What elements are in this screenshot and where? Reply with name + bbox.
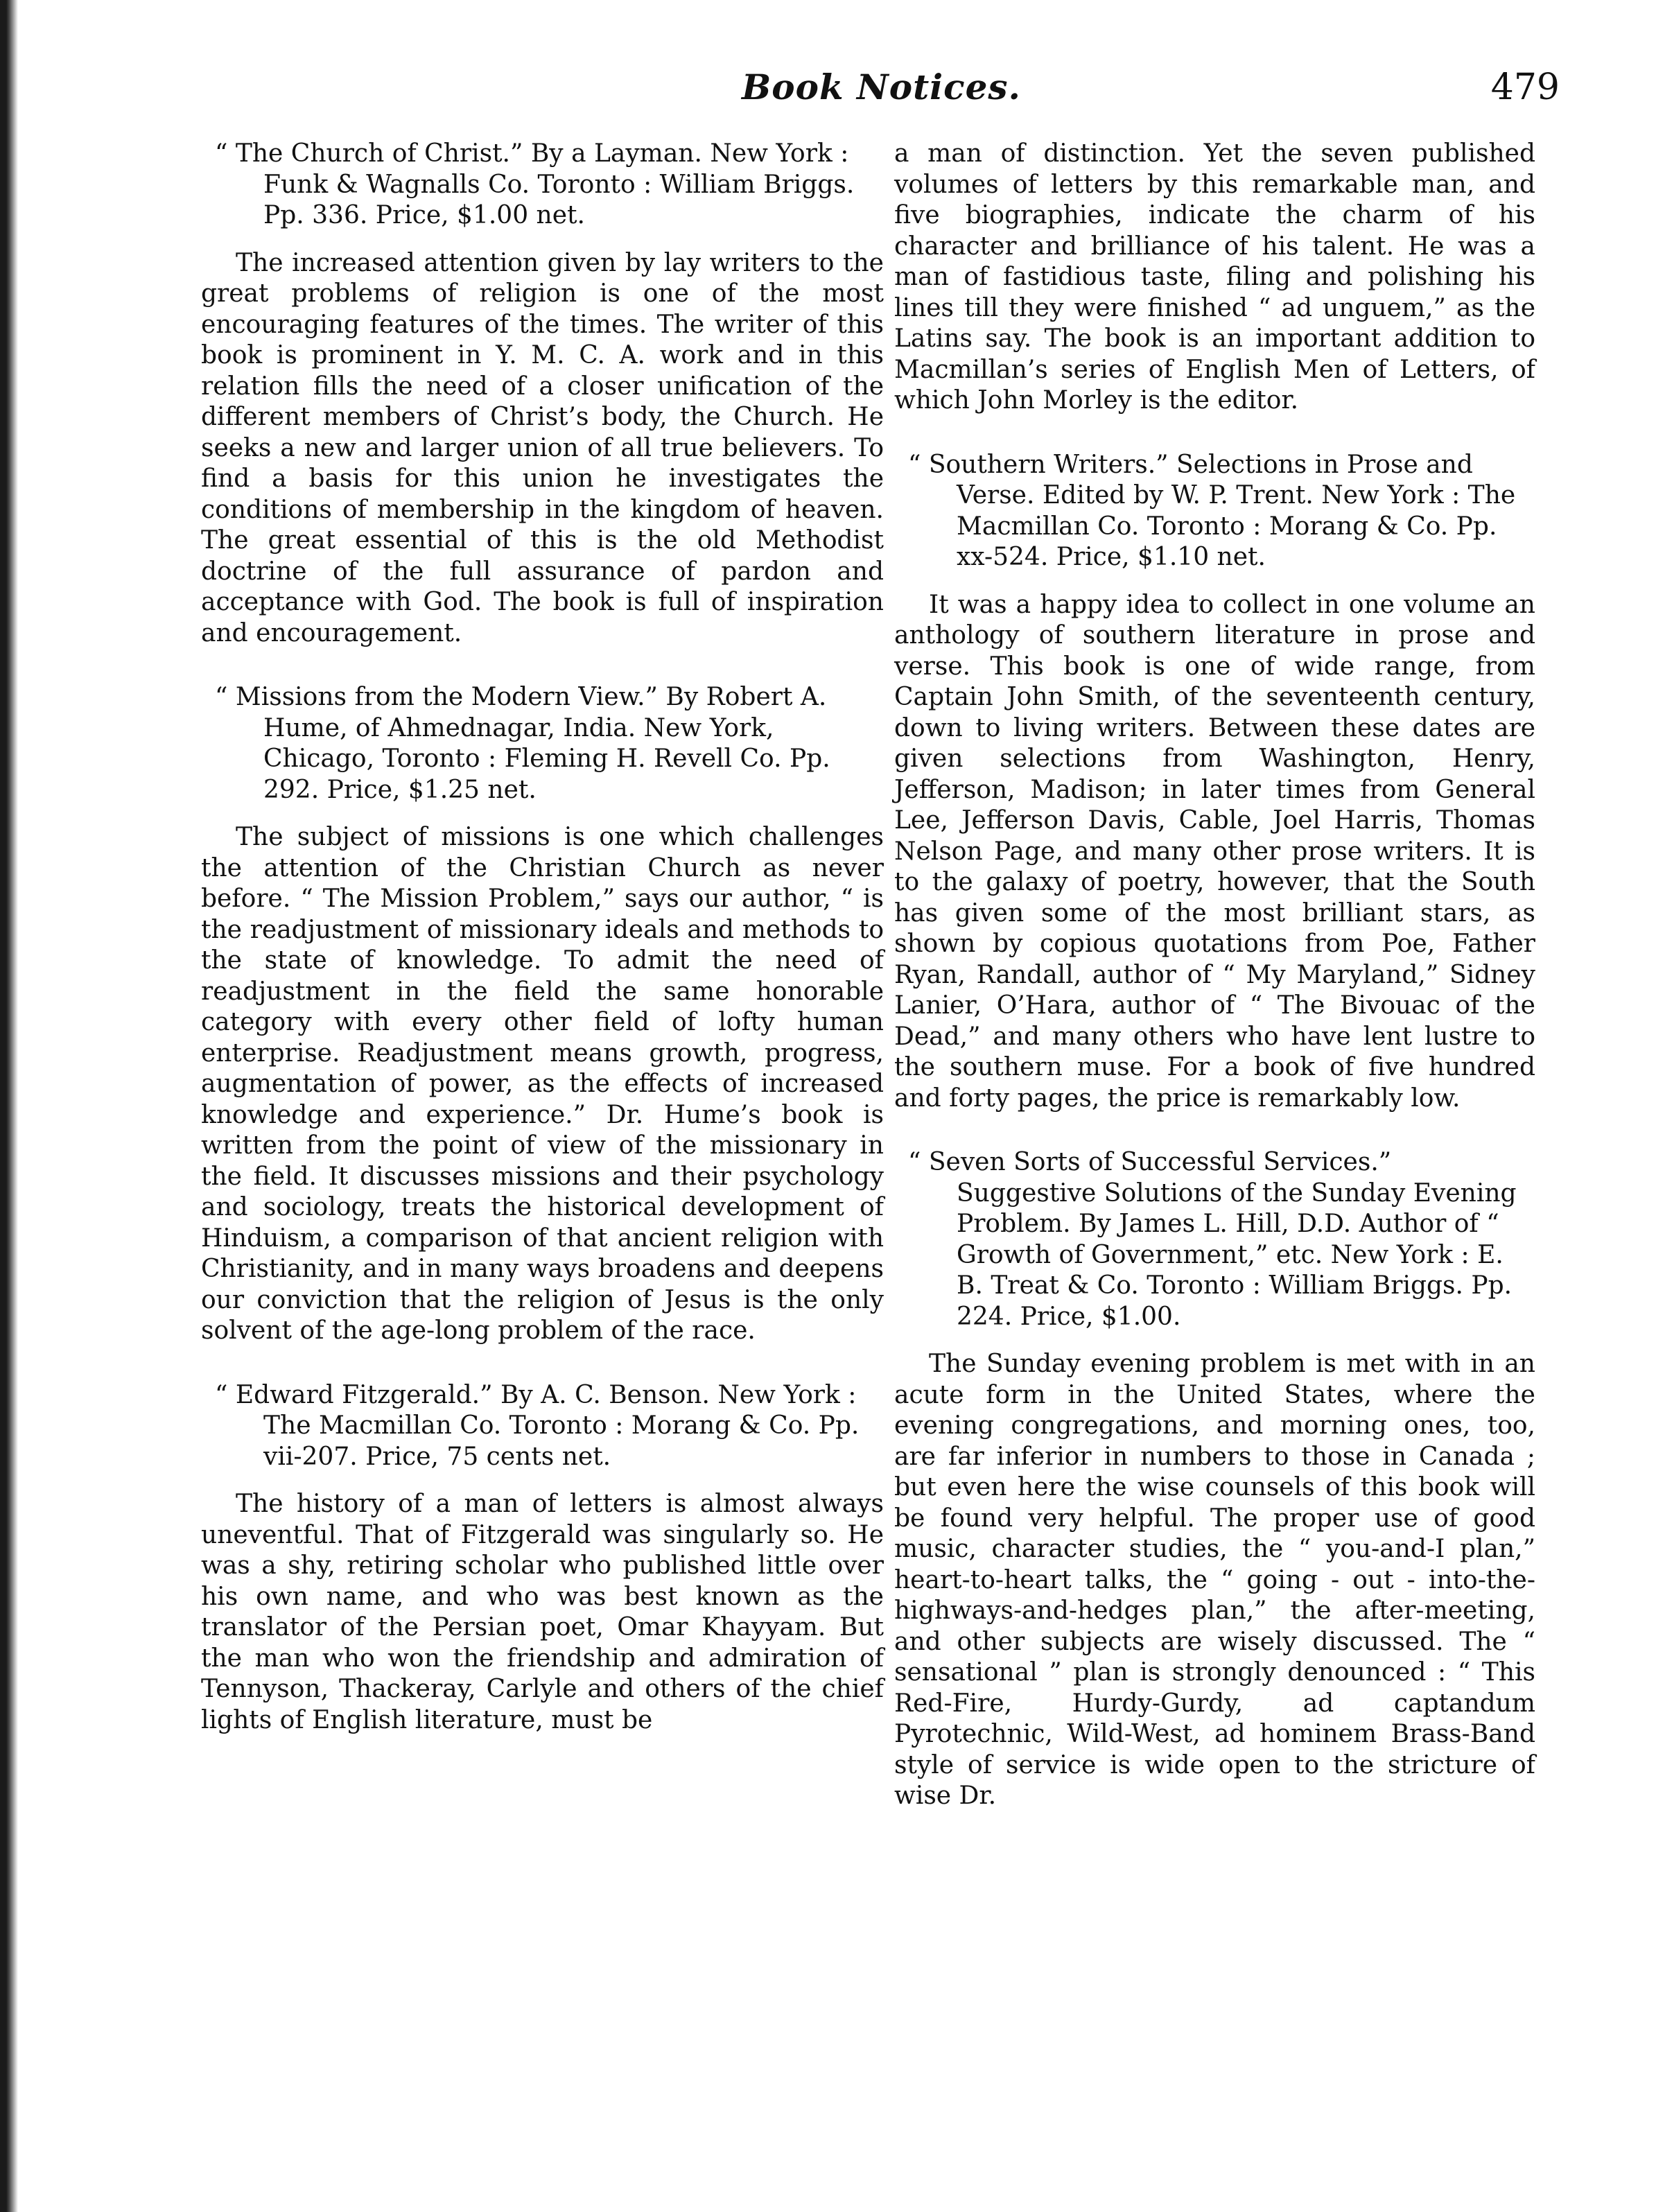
book-review-seven-sorts: The Sunday evening problem is met with in an acute form in the United States, where the evening congregations, and morning ones, too, are far inferior in numbers to those in Canada ; but even here the wise counsels of this book will be found very helpful. The proper use of good music, character studies, the “ you-and-I plan,” heart-to-heart talks, the “ going - out - into-the-highways-and-hedges plan,” the after-meeting, and other subjects are wisely discussed. The “ sensational ” plan is strongly denounced : “ This Red-Fire, Hurdy-Gurdy, ad captandum Pyrotechnic, Wild-West, ad hominem Brass-Band style of service is wide open to the stricture of wise Dr. [894, 1350, 1535, 1810]
book-review-edward-fitzgerald: The history of a man of letters is almost always uneventful. That of Fitzgerald was singularly so. He was a shy, retiring scholar who published little over his own name, and who was best known as the translator of the Persian poet, Omar Khayyam. But the man who won the friendship and admiration of Tennyson, Thackeray, Carlyle and others of the chief lights of English literature, must be [201, 1490, 884, 1734]
book-citation-southern-writers: “ Southern Writers.” Selections in Prose and Verse. Edited by W. P. Trent. New York : The Macmillan Co. Toronto : Morang & Co. Pp. xx-524. Price, $1.10 net. [908, 450, 1516, 571]
book-citation-seven-sorts: “ Seven Sorts of Successful Services.” Suggestive Solutions of the Sunday Evening Problem. By James L. Hill, D.D. Author of “ Growth of Government,” etc. New York : E. B. Treat & Co. Toronto : William Briggs. Pp. 224. Price, $1.00. [908, 1148, 1517, 1331]
book-review-southern-writers: It was a happy idea to collect in one volume an anthology of southern literature in prose and verse. This book is one of wide range, from Captain John Smith, of the seventeenth century, down to living writers. Between these dates are given selections from Washington, Henry, Jefferson, Madison; in later times from General Lee, Jefferson Davis, Cable, Joel Harris, Thomas Nelson Page, and many other prose writers. It is to the galaxy of poetry, however, that the South has given some of the most brilliant stars, as shown by copious quotations from Poe, Father Ryan, Randall, author of “ My Maryland,” Sidney Lanier, O’Hara, author of “ The Bivouac of the Dead,” and many others who have lent lustre to the southern muse. For a book of five hundred and forty pages, the price is remarkably low. [894, 590, 1535, 1113]
right-column [894, 139, 1535, 1845]
book-citation-edward-fitzgerald: “ Edward Fitzgerald.” By A. C. Benson. New York : The Macmillan Co. Toronto : Morang & Co. Pp. vii-207. Price, 75 cents net. [215, 1380, 860, 1471]
page-number: 479 [1490, 67, 1560, 108]
book-citation-missions: “ Missions from the Modern View.” By Robert A. Hume, of Ahmednagar, India. New York, Chicago, Toronto : Fleming H. Revell Co. Pp. 292. Price, $1.25 net. [215, 683, 830, 804]
book-review-edward-fitzgerald-continued: a man of distinction. Yet the seven published volumes of letters by this remarkable man, and five biographies, indicate the charm of his character and brilliance of his talent. He was a man of fastidious taste, filing and polishing his lines till they were finished “ ad unguem,” as the Latins say. The book is an important addition to Macmillan’s series of English Men of Letters, of which John Morley is the editor. [894, 139, 1535, 415]
scan-binding-edge [0, 0, 18, 2212]
running-title: Book Notices. [742, 67, 1021, 107]
book-review-missions: The subject of missions is one which challenges the attention of the Christian Church as never before. “ The Mission Problem,” says our author, “ is the readjustment of missionary ideals and methods to the state of knowledge. To admit the need of readjustment in the field the same honorable category with every other field of lofty human enterprise. Readjustment means growth, progress, augmentation of power, as the effects of increased knowledge and experience.” Dr. Hume’s book is written from the point of view of the missionary in the field. It discusses missions and their psychology and sociology, treats the historical development of Hinduism, a comparison of that ancient religion with Christianity, and in many ways broadens and deepens our conviction that the religion of Jesus is the only solvent of the age-long problem of the race. [201, 823, 884, 1345]
left-column [201, 139, 884, 1769]
book-citation-church-of-christ: “ The Church of Christ.” By a Layman. New York : Funk & Wagnalls Co. Toronto : William Briggs. Pp. 336. Price, $1.00 net. [215, 139, 855, 229]
page-header [742, 67, 1560, 122]
book-review-church-of-christ: The increased attention given by lay writers to the great problems of religion is one of the most encouraging features of the times. The writer of this book is prominent in Y. M. C. A. work and in this relation fills the need of a closer unification of the different members of Christ’s body, the Church. He seeks a new and larger union of all true believers. To find a basis for this union he investigates the conditions of membership in the kingdom of heaven. The great essential of this is the old Methodist doctrine of the full assurance of pardon and acceptance with God. The book is full of inspiration and encouragement. [201, 248, 884, 647]
